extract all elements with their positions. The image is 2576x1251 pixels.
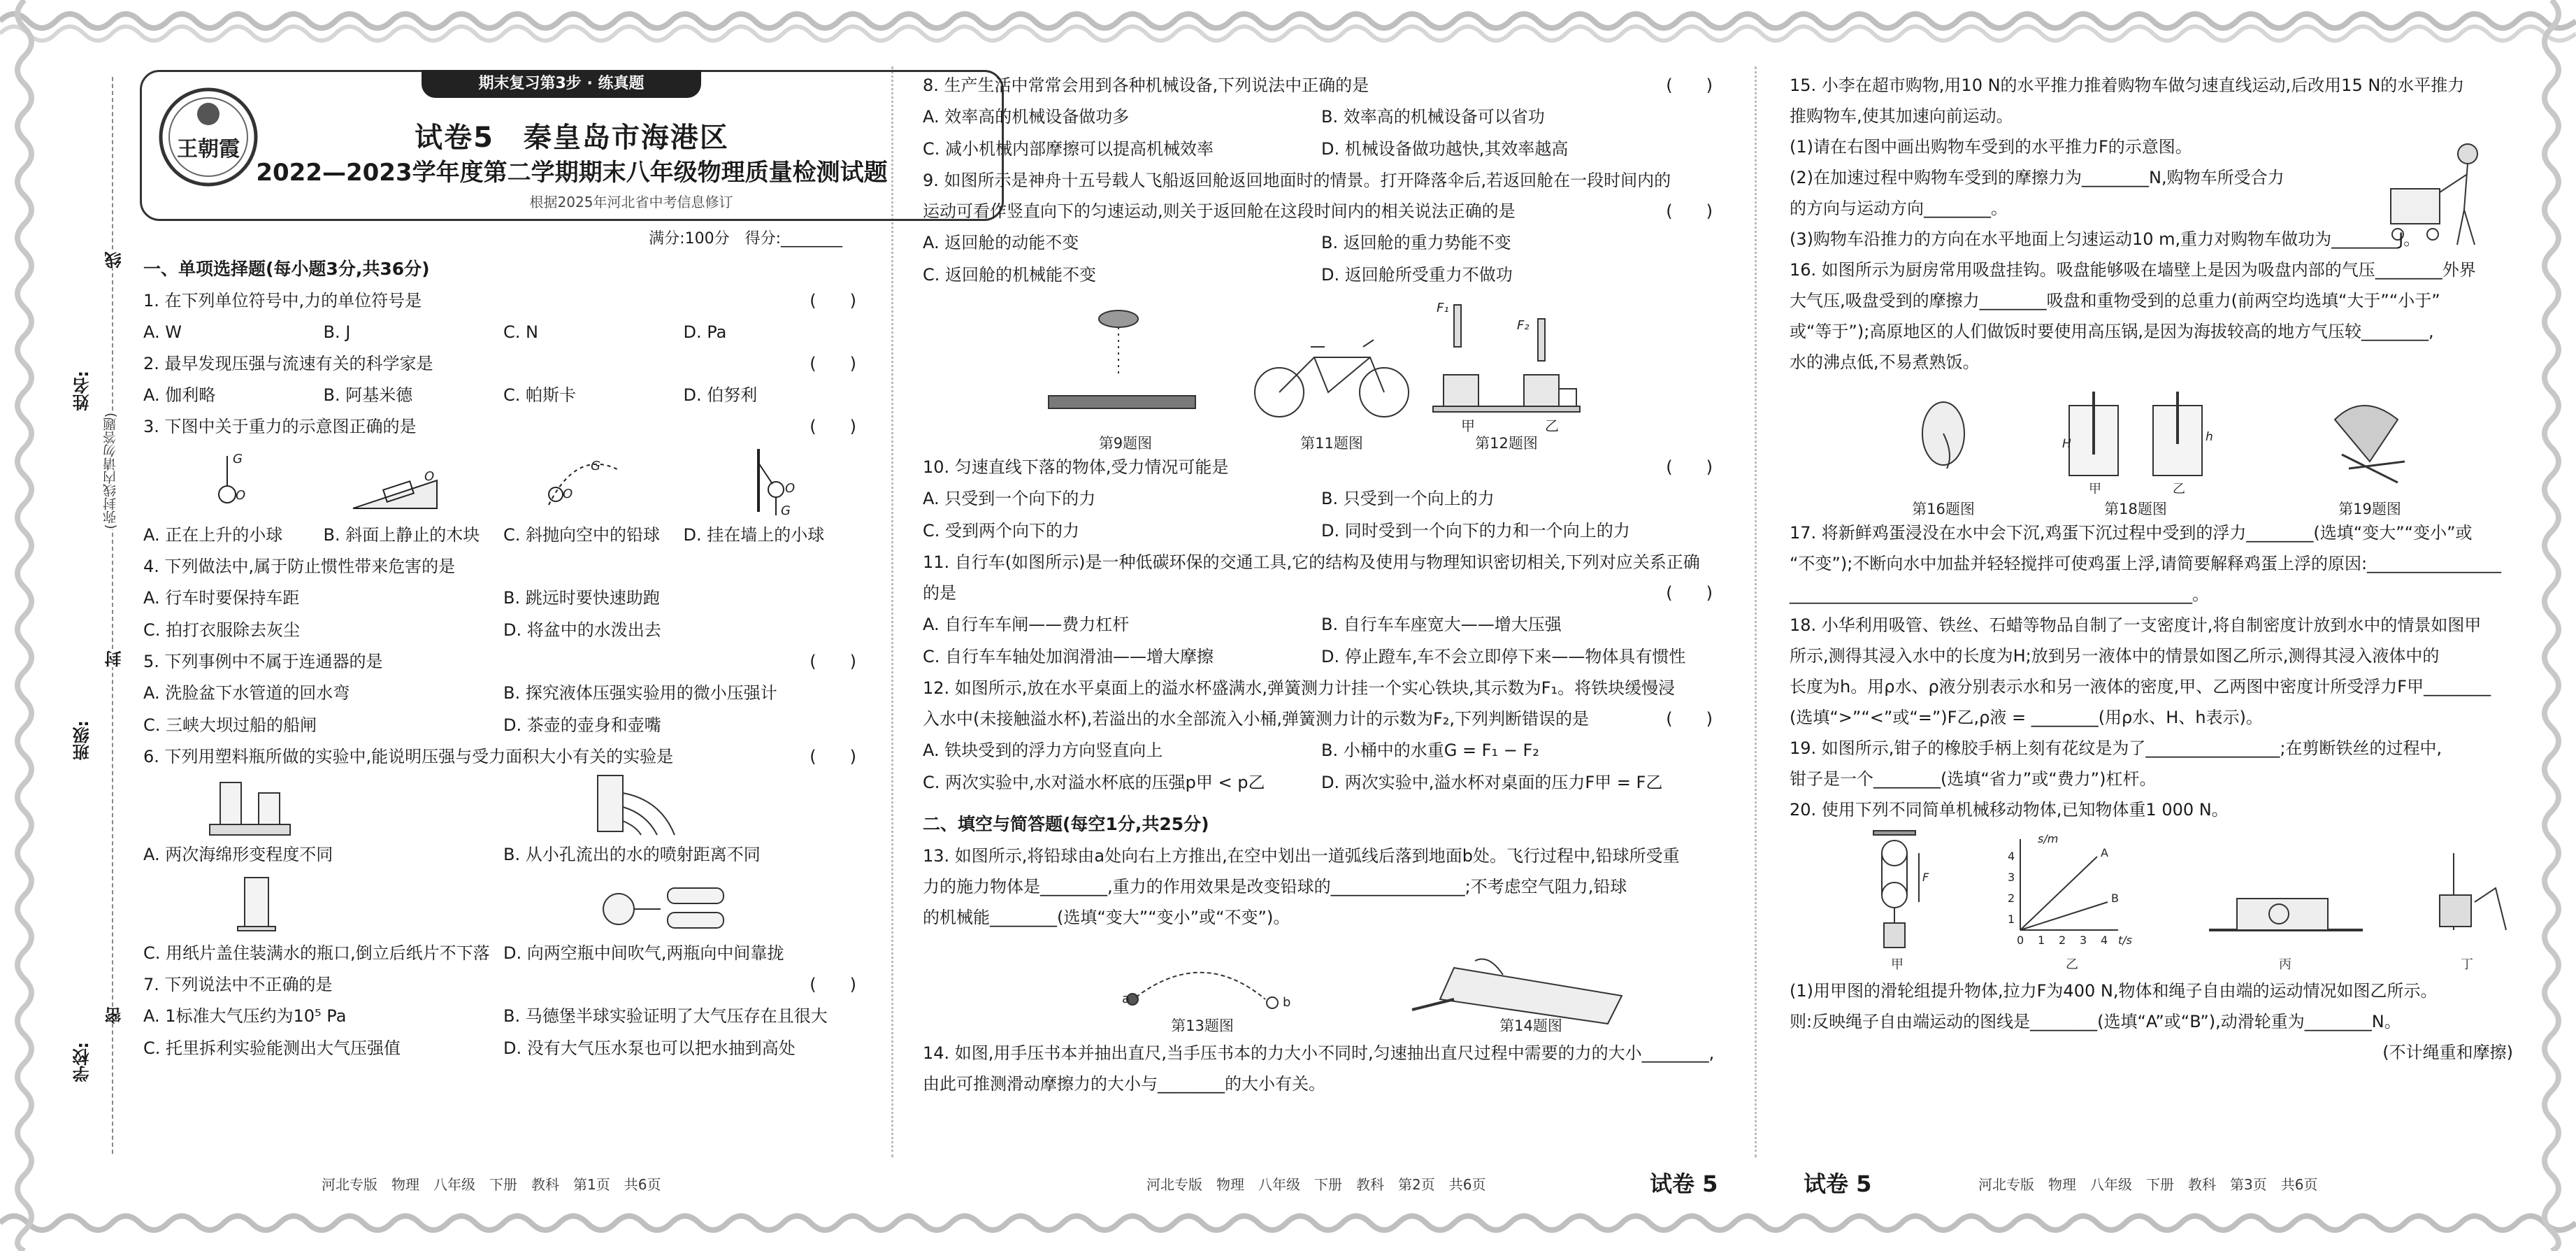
svg-text:O: O (236, 488, 246, 503)
question-18-line-3: 长度为h。用ρ水、ρ液分别表示水和另一液体的密度,甲、乙两图中密度计所受浮力F甲________ (1790, 677, 2491, 696)
question-6-options-cd: C. 用纸片盖住装满水的瓶口,倒立后纸片不下落 D. 向两空瓶中间吹气,两瓶向中间靠拢 (143, 943, 784, 963)
question-15-line-6: (3)购物车沿推力的方向在水平地面上匀速运动10 m,重力对购物车做功为________J。 (1790, 229, 2421, 249)
school-label: 学校: (73, 1042, 92, 1082)
svg-text:乙: 乙 (2173, 482, 2185, 496)
wavy-border-top (0, 0, 2576, 49)
question-6-figures-ab (143, 772, 863, 838)
svg-text:丙: 丙 (2279, 957, 2291, 972)
question-9-options: A. 返回舱的动能不变 B. 返回舱的重力势能不变 C. 返回舱的机械能不变 D. 返回舱所受重力不做功 (923, 233, 1513, 285)
svg-text:A: A (2101, 846, 2108, 859)
svg-text:第12题图: 第12题图 (1475, 435, 1538, 452)
column-divider-1 (891, 66, 893, 1157)
seal-dashed-line (112, 77, 113, 1154)
wavy-border-left (0, 0, 49, 1251)
svg-text:O: O (563, 487, 573, 501)
svg-text:H: H (2062, 437, 2071, 451)
svg-text:G: G (233, 452, 243, 466)
svg-text:h: h (2206, 430, 2213, 444)
question-6: 6. 下列用塑料瓶所做的实验中,能说明压强与受力面积大小有关的实验是 ( ) (143, 747, 856, 766)
line-label: 线 (102, 252, 127, 269)
class-label: 班级: (73, 720, 92, 761)
seal-note: (弥封线内请勿答题) (101, 413, 120, 529)
question-9-line-1: 9. 如图所示是神舟十五号载人飞船返回舱返回地面时的情景。打开降落伞后,若返回舱在一段时间内的 (923, 171, 1671, 190)
question-16-line-1: 16. 如图所示为厨房常用吸盘挂钩。吸盘能够吸在墙壁上是因为吸盘内部的气压________外界 (1790, 260, 2476, 280)
svg-text:第9题图: 第9题图 (1098, 435, 1153, 452)
seal-label: 封 (102, 650, 127, 667)
exam-tag-right: 试卷 5 (1804, 1171, 1872, 1197)
question-18-line-2: 所示,测得其浸入水中的长度为H;放到另一液体中的情景如图乙所示,测得其浸入液体中的 (1790, 646, 2440, 666)
question-14-line-1: 14. 如图,用手压书本并抽出直尺,当手压书本的力大小不同时,匀速抽出直尺过程中需要的力的大小________, (923, 1043, 1715, 1063)
exam-header (140, 70, 1004, 221)
svg-text:第16题图: 第16题图 (1912, 501, 1975, 517)
svg-text:a: a (1122, 992, 1130, 1006)
question-11-line-1: 11. 自行车(如图所示)是一种低碳环保的交通工具,它的结构及使用与物理知识密切相关,下列对应关系正确 (923, 552, 1700, 572)
question-3: 3. 下图中关于重力的示意图正确的是 ( ) (143, 417, 856, 436)
question-6-figures-cd (143, 871, 863, 937)
column-2 (923, 70, 1720, 1099)
svg-text:F₁: F₁ (1437, 301, 1449, 315)
question-17-line-3: ________________________________________________。 (1790, 585, 2209, 604)
figures-9-11-12 (923, 291, 1720, 452)
question-16-line-4: 水的沸点低,不易煮熟饭。 (1790, 352, 1980, 372)
svg-text:4: 4 (2101, 934, 2108, 947)
question-6-options-ab: A. 两次海绵形变程度不同 B. 从小孔流出的水的喷射距离不同 (143, 845, 761, 864)
svg-text:丁: 丁 (2461, 957, 2473, 972)
question-8: 8. 生产生活中常常会用到各种机械设备,下列说法中正确的是 ( ) (923, 76, 1713, 95)
svg-text:甲: 甲 (1891, 957, 1904, 972)
column-1 (143, 70, 888, 1064)
svg-text:王朝霞: 王朝霞 (177, 137, 240, 162)
question-1-options: A. W B. J C. N D. Pa (143, 322, 727, 342)
question-9-line-2: 运动可看作竖直向下的匀速运动,则关于返回舱在这段时间内的相关说法正确的是 ( ) (923, 201, 1713, 221)
question-1: 1. 在下列单位符号中,力的单位符号是 ( ) (143, 291, 856, 310)
question-12-line-1: 12. 如图所示,放在水平桌面上的溢水杯盛满水,弹簧测力计挂一个实心铁块,其示数为F₁。将铁块缓慢浸 (923, 678, 1676, 698)
svg-text:F: F (1922, 871, 1929, 884)
svg-text:b: b (1283, 995, 1291, 1010)
question-13-line-3: 的机械能________(选填“变大”“变小”或“不变”)。 (923, 908, 1290, 927)
question-16-line-3: 或“等于”);高原地区的人们做饭时要使用高压锅,是因为海拔较高的地方气压较________, (1790, 322, 2434, 341)
svg-text:F₂: F₂ (1517, 318, 1530, 333)
question-20-note: (不计绳重和摩擦) (2382, 1043, 2513, 1062)
revision-note: 根据2025年河北省中考信息修订 (529, 194, 733, 210)
svg-text:第11题图: 第11题图 (1300, 435, 1363, 452)
question-18-line-4: (选填“>”“<”或“=”)F乙,ρ液 = ________(用ρ水、H、h表示)。 (1790, 708, 2263, 727)
exam-title: 试卷5 秦皇岛市海港区 (415, 122, 729, 154)
question-15-line-3: (1)请在右图中画出购物车受到的水平推力F的示意图。 (1790, 137, 2192, 157)
mi-label: 密 (102, 1007, 127, 1024)
question-17-line-1: 17. 将新鲜鸡蛋浸没在水中会下沉,鸡蛋下沉过程中受到的浮力________(选填“变大”“变小”或 (1790, 523, 2473, 543)
svg-text:0: 0 (2017, 934, 2024, 947)
question-11-line-2: 的是 ( ) (923, 583, 1713, 603)
question-20-line-3: 则:反映绳子自由端运动的图线是________(选填“A”或“B”),动滑轮重为________N。 (1790, 1012, 2401, 1031)
svg-text:2: 2 (2008, 892, 2015, 905)
question-13-line-1: 13. 如图所示,将铅球由a处向右上方推出,在空中划出一道弧线后落到地面b处。飞行过程中,铅球所受重 (923, 846, 1680, 866)
svg-text:s/m: s/m (2038, 832, 2059, 845)
svg-text:第14题图: 第14题图 (1499, 1017, 1562, 1034)
question-7-options: A. 1标准大气压约为10⁵ Pa B. 马德堡半球实验证明了大气压存在且很大 C. 托里拆利实验能测出大气压强值 D. 没有大气压水泵也可以把水抽到高处 (143, 1006, 828, 1058)
question-4-options: A. 行车时要保持车距 B. 跳远时要快速助跑 C. 拍打衣服除去灰尘 D. 将盆中的水泼出去 (143, 588, 661, 640)
header-tab: 期末复习第3步 · 练真题 (422, 70, 701, 98)
svg-text:第18题图: 第18题图 (2104, 501, 2167, 517)
svg-text:甲: 甲 (1461, 417, 1475, 434)
svg-text:1: 1 (2008, 913, 2015, 926)
question-3-figures (143, 442, 863, 519)
svg-text:3: 3 (2008, 871, 2015, 884)
question-15-line-2: 推购物车,使其加速向前运动。 (1790, 106, 2013, 126)
svg-text:4: 4 (2008, 850, 2015, 863)
svg-text:G: G (591, 459, 600, 473)
question-3-options: A. 正在上升的小球 B. 斜面上静止的木块 C. 斜抛向空中的铅球 D. 挂在墙上的小球 (143, 525, 825, 545)
svg-text:O: O (424, 469, 435, 484)
question-13-line-2: 力的施力物体是________,重力的作用效果是改变铅球的________________;不考虑空气阻力,铅球 (923, 877, 1627, 896)
question-12-options: A. 铁块受到的浮力方向竖直向上 B. 小桶中的水重G = F₁ − F₂ C. 两次实验中,水对溢水杯底的压强p甲 < p乙 D. 两次实验中,溢水杯对桌面的压力F甲 = F乙 (923, 741, 1663, 792)
svg-text:t/s: t/s (2118, 934, 2132, 947)
question-4: 4. 下列做法中,属于防止惯性带来危害的是 (143, 557, 456, 576)
question-17-line-2: “不变”);不断向水中加盐并轻轻搅拌可使鸡蛋上浮,请简要解释鸡蛋上浮的原因:________________ (1790, 554, 2502, 573)
question-15-line-4: (2)在加速过程中购物车受到的摩擦力为________N,购物车所受合力 (1790, 168, 2284, 187)
figures-13-14 (923, 933, 1720, 1038)
question-16-line-2: 大气压,吸盘受到的摩擦力________吸盘和重物受到的总重力(前两空均选填“大于”“小于” (1790, 291, 2440, 310)
question-12-line-2: 入水中(未接触溢水杯),若溢出的水全部流入小桶,弹簧测力计的示数为F₂,下列判断错误的是 ( ) (923, 709, 1713, 729)
question-10: 10. 匀速直线下落的物体,受力情况可能是 ( ) (923, 457, 1713, 477)
question-11-options: A. 自行车车闸——费力杠杆 B. 自行车车座宽大——增大压强 C. 自行车车轴处加润滑油——增大摩擦 D. 停止蹬车,车不会立即停下来——物体具有惯性 (923, 615, 1686, 666)
question-7: 7. 下列说法中不正确的是 ( ) (143, 975, 856, 994)
svg-text:2: 2 (2059, 934, 2066, 947)
column-3 (1790, 70, 2513, 1068)
name-label: 姓名: (73, 371, 92, 411)
question-2: 2. 最早发现压强与流速有关的科学家是 ( ) (143, 354, 856, 373)
section-1-heading: 一、单项选择题(每小题3分,共36分) (143, 259, 430, 279)
question-5-options: A. 洗脸盆下水管道的回水弯 B. 探究液体压强实验用的微小压强计 C. 三峡大坝过船的船闸 D. 茶壶的壶身和壶嘴 (143, 683, 777, 735)
question-19-line-1: 19. 如图所示,钳子的橡胶手柄上刻有花纹是为了________________;在剪断铁丝的过程中, (1790, 738, 2442, 758)
question-15-line-5: 的方向与运动方向________。 (1790, 199, 2008, 218)
question-15-line-1: 15. 小李在超市购物,用10 N的水平推力推着购物车做匀速直线运动,后改用15 N的水平推力 (1790, 76, 2465, 95)
footer-page-1: 河北专版 物理 八年级 下册 教科 第1页 共6页 (322, 1176, 661, 1193)
exam-subtitle: 2022—2023学年度第二学期期末八年级物理质量检测试题 (256, 159, 888, 187)
question-8-options: A. 效率高的机械设备做功多 B. 效率高的机械设备可以省功 C. 减小机械内部摩擦可以提高机械效率 D. 机械设备做功越快,其效率越高 (923, 107, 1569, 159)
question-18-line-1: 18. 小华利用吸管、铁丝、石蜡等物品自制了一支密度计,将自制密度计放到水中的情景如图甲 (1790, 615, 2482, 635)
svg-text:第13题图: 第13题图 (1171, 1017, 1234, 1034)
question-5: 5. 下列事例中不属于连通器的是 ( ) (143, 652, 856, 671)
exam-tag-left: 试卷 5 (1650, 1171, 1718, 1197)
footer-page-2: 河北专版 物理 八年级 下册 教科 第2页 共6页 (1146, 1176, 1486, 1193)
svg-text:1: 1 (2038, 934, 2045, 947)
figures-16-18-19 (1790, 378, 2513, 517)
column-divider-2 (1755, 66, 1757, 1157)
svg-text:G: G (781, 503, 791, 518)
question-20-line-1: 20. 使用下列不同简单机械移动物体,已知物体重1 000 N。 (1790, 800, 2229, 820)
question-20-line-2: (1)用甲图的滑轮组提升物体,拉力F为400 N,物体和绳子自由端的运动情况如图乙所示。 (1790, 981, 2438, 1001)
footer-page-3: 河北专版 物理 八年级 下册 教科 第3页 共6页 (1978, 1176, 2318, 1193)
question-14-line-2: 由此可推测滑动摩擦力的大小与________的大小有关。 (923, 1074, 1325, 1094)
svg-text:乙: 乙 (2066, 957, 2078, 972)
svg-text:B: B (2111, 892, 2119, 905)
wavy-border-bottom (0, 1202, 2576, 1251)
question-2-options: A. 伽利略 B. 阿基米德 C. 帕斯卡 D. 伯努利 (143, 385, 758, 405)
score-line: 满分:100分 得分:________ (649, 230, 842, 248)
wavy-border-right (2527, 0, 2576, 1251)
svg-text:3: 3 (2080, 934, 2087, 947)
svg-text:第19题图: 第19题图 (2338, 501, 2401, 517)
question-19-line-2: 钳子是一个________(选填“省力”或“费力”)杠杆。 (1790, 769, 2157, 789)
seal-sidebar (56, 77, 133, 1154)
svg-text:乙: 乙 (1545, 417, 1559, 434)
question-10-options: A. 只受到一个向下的力 B. 只受到一个向上的力 C. 受到两个向下的力 D. 同时受到一个向下的力和一个向上的力 (923, 489, 1630, 541)
figure-20 (1790, 825, 2513, 975)
section-2-heading: 二、填空与简答题(每空1分,共25分) (923, 814, 1209, 834)
svg-text:O: O (785, 481, 796, 496)
svg-text:甲: 甲 (2089, 482, 2101, 496)
